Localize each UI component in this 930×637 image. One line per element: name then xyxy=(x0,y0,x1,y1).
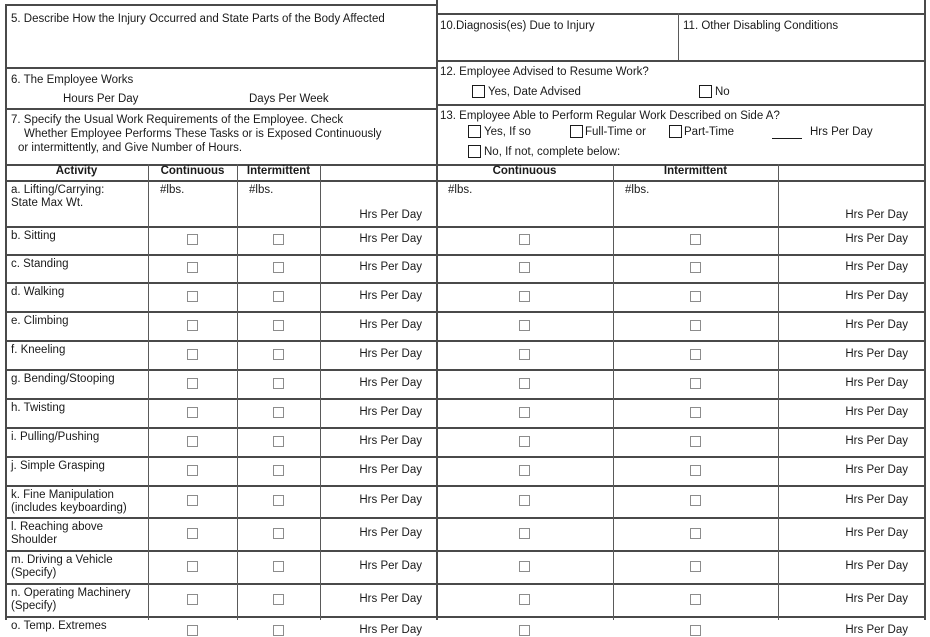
table-cell-right-hrs-per-day: Hrs Per Day xyxy=(845,593,908,605)
section5-title: Describe How the Injury Occurred and State Parts of the Body Affected xyxy=(23,13,385,25)
table-cell-left-intermittent-checkbox[interactable] xyxy=(273,262,284,273)
table-row-label: n. Operating Machinery xyxy=(11,587,131,599)
table-cell-left-hrs-per-day: Hrs Per Day xyxy=(359,494,422,506)
table-header-right-intermittent: Intermittent xyxy=(663,165,728,177)
section11-answer-area[interactable] xyxy=(683,36,919,58)
section7-number: 7. xyxy=(11,114,21,126)
table-cell-left-intermittent-checkbox[interactable] xyxy=(273,495,284,506)
table-row-label: d. Walking xyxy=(11,286,65,298)
table-cell-right-continuous-checkbox[interactable] xyxy=(519,528,530,539)
rule-section10-bottom xyxy=(436,60,924,62)
table-row-rule-left xyxy=(5,311,436,313)
section11-title: 11. Other Disabling Conditions xyxy=(683,20,839,32)
table-cell-right-intermittent-checkbox[interactable] xyxy=(690,320,701,331)
table-cell-left-intermittent-checkbox[interactable] xyxy=(273,528,284,539)
table-cell-left-hrs-per-day: Hrs Per Day xyxy=(359,261,422,273)
table-cell-right-continuous-checkbox[interactable] xyxy=(519,407,530,418)
table-row-rule-right xyxy=(436,369,924,371)
table-cell-left-hrs-per-day: Hrs Per Day xyxy=(359,290,422,302)
section5-answer-area[interactable] xyxy=(10,28,430,64)
section6-hours-per-day-label: Hours Per Day xyxy=(63,93,139,105)
section6-hours-per-day-input[interactable] xyxy=(150,90,240,106)
section13-fulltime-checkbox[interactable] xyxy=(570,125,583,138)
table-row-label-line2: (Specify) xyxy=(11,567,57,579)
table-cell-right-intermittent-lbs[interactable]: #lbs. xyxy=(625,184,650,196)
table-cell-left-continuous-checkbox[interactable] xyxy=(187,594,198,605)
table-row-label: b. Sitting xyxy=(11,230,56,242)
table-cell-left-continuous-checkbox[interactable] xyxy=(187,436,198,447)
table-row-rule-left xyxy=(5,485,436,487)
rule-center-divider xyxy=(436,0,438,620)
table-row-label: c. Standing xyxy=(11,258,69,270)
table-cell-left-hrs-per-day: Hrs Per Day xyxy=(359,624,422,636)
section10-answer-area[interactable] xyxy=(440,36,672,58)
rule-section10-11-divider xyxy=(678,13,679,60)
table-cell-right-intermittent-checkbox[interactable] xyxy=(690,234,701,245)
section13-fulltime-label: Full-Time or xyxy=(585,126,646,138)
table-row-rule-left xyxy=(5,340,436,342)
section13-hrs-per-day-label: Hrs Per Day xyxy=(810,126,873,138)
table-cell-left-intermittent-checkbox[interactable] xyxy=(273,349,284,360)
table-header-right-continuous: Continuous xyxy=(492,165,557,177)
table-row-label-line2: State Max Wt. xyxy=(11,197,84,209)
table-cell-left-hrs-per-day: Hrs Per Day xyxy=(359,527,422,539)
table-row-rule-left xyxy=(5,427,436,429)
table-cell-left-intermittent-checkbox[interactable] xyxy=(273,291,284,302)
section7-line1-text: Specify the Usual Work Requirements of the Employee. Check xyxy=(23,114,344,126)
section5-heading xyxy=(11,13,385,26)
table-cell-right-hrs-per-day: Hrs Per Day xyxy=(845,209,908,221)
table-row-rule-left xyxy=(5,616,436,618)
table-cell-right-hrs-per-day: Hrs Per Day xyxy=(845,319,908,331)
table-row-rule-right xyxy=(436,254,924,256)
table-cell-left-continuous-checkbox[interactable] xyxy=(187,234,198,245)
table-row-label: a. Lifting/Carrying: xyxy=(11,184,105,196)
table-row-rule-left xyxy=(5,254,436,256)
section10-title: 10.Diagnosis(es) Due to Injury xyxy=(440,20,595,32)
table-cell-left-hrs-per-day: Hrs Per Day xyxy=(359,233,422,245)
table-cell-left-continuous-checkbox[interactable] xyxy=(187,465,198,476)
table-row-label: h. Twisting xyxy=(11,402,66,414)
table-cell-left-continuous-checkbox[interactable] xyxy=(187,407,198,418)
table-cell-left-hrs-per-day: Hrs Per Day xyxy=(359,560,422,572)
section6-days-per-week-input[interactable] xyxy=(340,90,430,106)
section13-no-checkbox[interactable] xyxy=(468,145,481,158)
table-row-label: f. Kneeling xyxy=(11,344,66,356)
table-cell-right-hrs-per-day: Hrs Per Day xyxy=(845,435,908,447)
table-cell-left-hrs-per-day: Hrs Per Day xyxy=(359,319,422,331)
section6-number: 6. xyxy=(11,74,21,86)
table-cell-right-hrs-per-day: Hrs Per Day xyxy=(845,464,908,476)
table-cell-left-intermittent-checkbox[interactable] xyxy=(273,594,284,605)
table-row-rule-left xyxy=(5,369,436,371)
rule-top-left xyxy=(5,4,437,6)
section13-yes-label: Yes, If so xyxy=(484,126,531,138)
table-cell-right-intermittent-checkbox[interactable] xyxy=(690,291,701,302)
section13-parttime-checkbox[interactable] xyxy=(669,125,682,138)
table-row-rule-right xyxy=(436,616,924,618)
table-row-rule-left xyxy=(5,550,436,552)
section13-no-label: No, If not, complete below: xyxy=(484,146,621,158)
table-cell-right-continuous-checkbox[interactable] xyxy=(519,234,530,245)
table-row-rule-right xyxy=(436,456,924,458)
table-cell-right-continuous-checkbox[interactable] xyxy=(519,378,530,389)
table-cell-left-intermittent-checkbox[interactable] xyxy=(273,320,284,331)
section13-yes-checkbox[interactable] xyxy=(468,125,481,138)
table-cell-right-continuous-checkbox[interactable] xyxy=(519,594,530,605)
table-row-rule-left xyxy=(5,282,436,284)
table-cell-right-hrs-per-day: Hrs Per Day xyxy=(845,560,908,572)
table-cell-right-hrs-per-day: Hrs Per Day xyxy=(845,494,908,506)
section6-heading xyxy=(11,74,133,87)
table-row-rule-right xyxy=(436,550,924,552)
section12-yes-label: Yes, Date Advised xyxy=(488,86,581,98)
rule-right-outer xyxy=(924,0,926,620)
section7-line2: Whether Employee Performs These Tasks or is Exposed Continuously xyxy=(24,128,382,140)
rule-section5-bottom xyxy=(5,67,437,69)
table-cell-right-continuous-checkbox[interactable] xyxy=(519,349,530,360)
table-cell-right-continuous-checkbox[interactable] xyxy=(519,262,530,273)
table-cell-right-intermittent-checkbox[interactable] xyxy=(690,436,701,447)
table-cell-right-continuous-checkbox[interactable] xyxy=(519,465,530,476)
table-row-rule-right xyxy=(436,485,924,487)
table-cell-right-intermittent-checkbox[interactable] xyxy=(690,378,701,389)
table-cell-right-intermittent-checkbox[interactable] xyxy=(690,561,701,572)
section12-yes-checkbox[interactable] xyxy=(472,85,485,98)
table-cell-left-intermittent-lbs[interactable]: #lbs. xyxy=(249,184,274,196)
table-cell-right-hrs-per-day: Hrs Per Day xyxy=(845,261,908,273)
table-cell-left-hrs-per-day: Hrs Per Day xyxy=(359,377,422,389)
table-row-label: m. Driving a Vehicle xyxy=(11,554,113,566)
table-cell-right-intermittent-checkbox[interactable] xyxy=(690,594,701,605)
table-cell-left-hrs-per-day: Hrs Per Day xyxy=(359,464,422,476)
rule-section10-top xyxy=(436,13,924,15)
table-cell-right-continuous-checkbox[interactable] xyxy=(519,625,530,636)
table-row-label: j. Simple Grasping xyxy=(11,460,105,472)
table-cell-left-hrs-per-day: Hrs Per Day xyxy=(359,406,422,418)
table-cell-right-intermittent-checkbox[interactable] xyxy=(690,262,701,273)
table-col-rule-right-intermittent xyxy=(778,164,779,620)
table-cell-right-continuous-checkbox[interactable] xyxy=(519,495,530,506)
table-row-label-line2: (includes keyboarding) xyxy=(11,502,127,514)
table-cell-left-continuous-checkbox[interactable] xyxy=(187,291,198,302)
rule-section12-bottom xyxy=(436,104,924,106)
table-col-rule-right-continuous xyxy=(613,164,614,620)
table-header-bottom-rule-left xyxy=(5,180,436,182)
table-cell-right-continuous-checkbox[interactable] xyxy=(519,320,530,331)
table-row-rule-right xyxy=(436,226,924,228)
table-row-rule-left xyxy=(5,583,436,585)
table-cell-left-intermittent-checkbox[interactable] xyxy=(273,234,284,245)
table-cell-right-hrs-per-day: Hrs Per Day xyxy=(845,624,908,636)
table-row-label: l. Reaching above xyxy=(11,521,104,533)
section6-days-per-week-label: Days Per Week xyxy=(249,93,329,105)
table-col-rule-left-intermittent xyxy=(320,164,321,620)
table-row-rule-right xyxy=(436,583,924,585)
table-cell-right-hrs-per-day: Hrs Per Day xyxy=(845,377,908,389)
section5-number: 5. xyxy=(11,13,21,25)
table-row-rule-right xyxy=(436,398,924,400)
table-cell-right-hrs-per-day: Hrs Per Day xyxy=(845,348,908,360)
table-cell-right-intermittent-checkbox[interactable] xyxy=(690,465,701,476)
table-row-rule-right xyxy=(436,427,924,429)
table-row-label-line2: Shoulder xyxy=(11,534,58,546)
table-cell-right-continuous-checkbox[interactable] xyxy=(519,561,530,572)
section7-line3: or intermittently, and Give Number of Hours. xyxy=(18,142,243,154)
table-cell-left-hrs-per-day: Hrs Per Day xyxy=(359,435,422,447)
table-cell-right-intermittent-checkbox[interactable] xyxy=(690,407,701,418)
section13-hrs-input-rule[interactable] xyxy=(772,138,802,139)
table-row-rule-right xyxy=(436,340,924,342)
section13-parttime-label: Part-Time xyxy=(684,126,735,138)
table-row-rule-left xyxy=(5,456,436,458)
table-col-rule-activity xyxy=(148,164,149,620)
table-row-label: i. Pulling/Pushing xyxy=(11,431,100,443)
table-cell-left-intermittent-checkbox[interactable] xyxy=(273,407,284,418)
table-cell-right-intermittent-checkbox[interactable] xyxy=(690,495,701,506)
table-cell-right-continuous-checkbox[interactable] xyxy=(519,291,530,302)
table-cell-left-continuous-checkbox[interactable] xyxy=(187,378,198,389)
table-cell-left-continuous-lbs[interactable]: #lbs. xyxy=(160,184,185,196)
table-cell-right-hrs-per-day: Hrs Per Day xyxy=(845,527,908,539)
table-row-rule-right xyxy=(436,282,924,284)
table-row-rule-left xyxy=(5,398,436,400)
table-row-label: g. Bending/Stooping xyxy=(11,373,115,385)
table-cell-right-continuous-checkbox[interactable] xyxy=(519,436,530,447)
section13-title: 13. Employee Able to Perform Regular Work Described on Side A? xyxy=(440,110,780,122)
table-row-label-line2: (Specify) xyxy=(11,600,57,612)
table-header-left-intermittent: Intermittent xyxy=(246,165,311,177)
table-cell-left-hrs-per-day: Hrs Per Day xyxy=(359,593,422,605)
table-cell-left-hrs-per-day: Hrs Per Day xyxy=(359,209,422,221)
table-row-label: o. Temp. Extremes xyxy=(11,620,107,632)
table-row-label: e. Climbing xyxy=(11,315,69,327)
table-header-left-continuous: Continuous xyxy=(160,165,225,177)
table-cell-left-intermittent-checkbox[interactable] xyxy=(273,378,284,389)
table-col-rule-left-continuous xyxy=(237,164,238,620)
table-row-rule-right xyxy=(436,517,924,519)
table-cell-right-intermittent-checkbox[interactable] xyxy=(690,349,701,360)
table-row-label: k. Fine Manipulation xyxy=(11,489,114,501)
table-cell-left-continuous-checkbox[interactable] xyxy=(187,625,198,636)
rule-section6-bottom xyxy=(5,108,437,110)
table-cell-right-hrs-per-day: Hrs Per Day xyxy=(845,233,908,245)
table-cell-left-intermittent-checkbox[interactable] xyxy=(273,561,284,572)
section6-title: The Employee Works xyxy=(23,74,134,86)
table-cell-left-continuous-checkbox[interactable] xyxy=(187,262,198,273)
section7-line1 xyxy=(11,114,343,127)
table-cell-left-intermittent-checkbox[interactable] xyxy=(273,436,284,447)
table-cell-left-intermittent-checkbox[interactable] xyxy=(273,625,284,636)
table-cell-left-continuous-checkbox[interactable] xyxy=(187,320,198,331)
table-row-rule-left xyxy=(5,226,436,228)
table-header-bottom-rule-right xyxy=(436,180,924,182)
section12-title: 12. Employee Advised to Resume Work? xyxy=(440,66,649,78)
table-cell-right-hrs-per-day: Hrs Per Day xyxy=(845,290,908,302)
table-cell-left-continuous-checkbox[interactable] xyxy=(187,349,198,360)
table-cell-left-continuous-checkbox[interactable] xyxy=(187,561,198,572)
section12-no-label: No xyxy=(715,86,730,98)
table-cell-left-hrs-per-day: Hrs Per Day xyxy=(359,348,422,360)
section12-no-checkbox[interactable] xyxy=(699,85,712,98)
table-cell-right-intermittent-checkbox[interactable] xyxy=(690,528,701,539)
table-cell-right-continuous-lbs[interactable]: #lbs. xyxy=(448,184,473,196)
table-cell-left-continuous-checkbox[interactable] xyxy=(187,528,198,539)
table-cell-left-intermittent-checkbox[interactable] xyxy=(273,465,284,476)
table-header-activity: Activity xyxy=(55,165,98,177)
table-cell-left-continuous-checkbox[interactable] xyxy=(187,495,198,506)
table-row-rule-left xyxy=(5,517,436,519)
table-cell-right-hrs-per-day: Hrs Per Day xyxy=(845,406,908,418)
table-row-rule-right xyxy=(436,311,924,313)
table-cell-right-intermittent-checkbox[interactable] xyxy=(690,625,701,636)
